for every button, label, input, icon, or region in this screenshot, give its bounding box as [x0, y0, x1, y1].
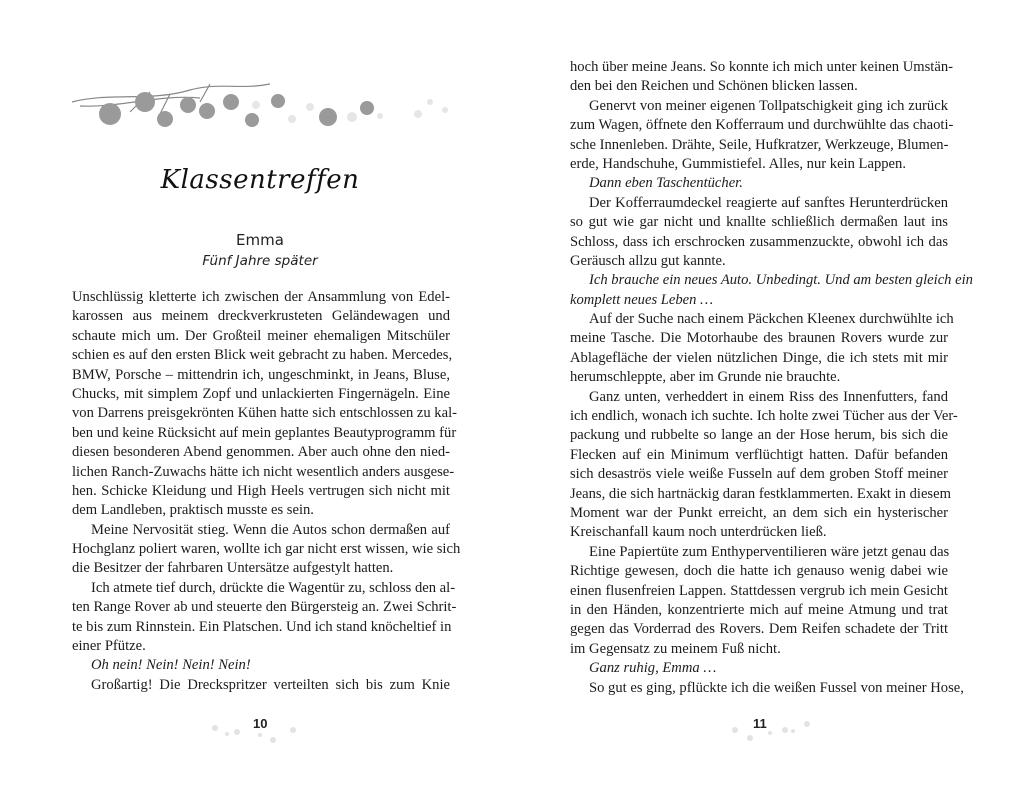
text-line: die Besitzer der fahrbaren Untersätze aufgestylt hatten. — [72, 560, 394, 577]
text-line: gegen das Vorderrad des Rovers. Dem Reifen schadete der Tritt — [570, 621, 948, 638]
text-line: einen flusenfreien Lappen. Stattdessen vergrub ich mein Gesicht — [570, 582, 948, 599]
text-line: Meine Nervosität stieg. Wenn die Autos schon dermaßen auf — [91, 521, 450, 538]
text-line: Kreischanfall kaum noch unterdrücken ließ. — [570, 524, 827, 541]
text-line: im Gegensatz zu meinem Fuß nicht. — [570, 640, 781, 657]
page-number: 11 — [753, 716, 767, 731]
time-note: Fünf Jahre später — [202, 253, 318, 269]
text-line: ich endlich, wonach ich suchte. Ich holte zwei Tücher aus der Ver- — [570, 408, 958, 425]
text-line: herumschleppte, aber im Grunde nie brauchte. — [570, 369, 841, 386]
text-line: zum Wagen, öffnete den Kofferraum und durchwühlte das chaoti- — [570, 117, 954, 134]
text-line: schaute mich um. Der Großteil meiner ehemaligen Mitschüler — [72, 327, 450, 344]
text-line: ben und keine Rücksicht auf mein geplantes Beautyprogramm für — [72, 424, 457, 441]
text-line: einer Pfütze. — [72, 638, 146, 655]
body-text — [72, 288, 461, 695]
text-line: hen. Schicke Kleidung und High Heels vertrugen sich nicht mit — [72, 482, 450, 499]
text-line: diesen besonderen Abend genommen. Aber auch ohne den nied- — [72, 444, 450, 461]
text-line: Oh nein! Nein! Nein! Nein! — [91, 657, 251, 674]
text-line: in den Händen, konzentrierte mich auf meine Atmung und trat — [570, 601, 948, 618]
text-line: karossen aus meinem dreckverkrusteten Geländewagen und — [72, 308, 450, 325]
text-line: Ich brauche ein neues Auto. Unbedingt. Und am besten gleich ein — [589, 272, 973, 289]
text-line: Genervt von meiner eigenen Tollpatschigkeit ging ich zurück — [589, 97, 948, 114]
text-line: schien es auf den ersten Blick weit gebracht zu haben. Mercedes, — [72, 347, 453, 364]
text-line: Schloss, dass ich erschrocken zusammenzuckte, obwohl ich das — [570, 233, 948, 250]
text-line: Auf der Suche nach einem Päckchen Kleenex durchwühlte ich — [589, 311, 954, 328]
text-line: lichen Ranch-Zuwachs hätte ich nicht wesentlich anders ausgese- — [72, 463, 455, 480]
text-line: von Darrens preisgekrönten Kühen hatte sich entschlossen zu kal- — [72, 405, 457, 422]
text-line: Dann eben Taschentücher. — [589, 175, 743, 192]
text-line: Flecken auf ein Minimum verflüchtigt hatten. Dafür befanden — [570, 446, 948, 463]
narrator-name: Emma — [236, 231, 284, 249]
text-line: Der Kofferraumdeckel reagierte auf sanftes Herunterdrücken — [589, 194, 948, 211]
text-line: Chucks, mit simplem Zopf und unlackierten Fingernägeln. Eine — [72, 385, 450, 402]
text-line: dem Landleben, praktisch musste es sein. — [72, 502, 314, 519]
text-line: Ganz unten, verheddert in einem Riss des Innenfutters, fand — [589, 388, 948, 405]
text-line: so gut wie gar nicht und knallte schließlich dermaßen laut ins — [570, 214, 948, 231]
text-line: sche Innenleben. Drähte, Seile, Hufkratzer, Werkzeuge, Blumen- — [570, 136, 949, 153]
text-line: erde, Handschuhe, Gummistiefel. Alles, nur kein Lappen. — [570, 155, 906, 172]
text-line: So gut es ging, pflückte ich die weißen Fussel von meiner Hose, — [589, 679, 964, 696]
text-line: Ich atmete tief durch, drückte die Wagentür zu, schloss den al- — [91, 579, 456, 596]
text-line: Moment war der Punkt erreicht, an dem sich ein hysterischer — [570, 504, 948, 521]
text-line: Eine Papiertüte zum Enthyperventilieren wäre jetzt genau das — [589, 543, 950, 560]
text-line: meine Tasche. Die Motorhaube des braunen Rovers wurde zur — [570, 330, 948, 347]
text-line: te bis zum Rinnstein. Ein Platschen. Und ich stand knöcheltief in — [72, 618, 452, 635]
text-line: hoch über meine Jeans. So konnte ich mich unter keinen Umstän- — [570, 59, 953, 75]
text-line: ten Range Rover ab und steuerte den Bürgersteig an. Zwei Schrit- — [72, 599, 457, 616]
chapter-title: Klassentreffen — [160, 165, 360, 195]
text-line: Großartig! Die Dreckspritzer verteilten sich bis zum Knie — [91, 676, 450, 693]
text-line: Ablagefläche der vielen nützlichen Dinge, die ich stets mit mir — [570, 349, 948, 366]
text-line: BMW, Porsche – mittendrin ich, ungeschminkt, in Jeans, Bluse, — [72, 366, 450, 383]
text-line: Jeans, die sich hartnäckig daran festklammerten. Exakt in diesem — [570, 485, 951, 502]
text-line: Geräusch allzu gut kannte. — [570, 252, 726, 269]
text-line: Richtige gewesen, doch die hatte ich genauso wenig dabei wie — [570, 563, 948, 580]
body-text — [570, 58, 973, 698]
text-line: Ganz ruhig, Emma … — [589, 660, 717, 677]
floral-ornament-icon — [70, 72, 450, 127]
text-line: sich desaströs viele weiße Fusseln auf dem groben Stoff meiner — [570, 466, 948, 483]
text-line: Hochglanz poliert waren, wollte ich gar nicht erst wissen, wie sich — [72, 541, 461, 558]
text-line: packung und rubbelte so lange an der Hose herum, bis sich die — [570, 427, 948, 444]
page-number: 10 — [253, 716, 268, 731]
right-page — [510, 0, 1020, 794]
text-line: den bei den Reichen und Schönen blicken lassen. — [570, 78, 858, 95]
dots-ornament-icon — [725, 718, 845, 748]
text-line: komplett neues Leben … — [570, 291, 714, 308]
text-line: Unschlüssig kletterte ich zwischen der Ansammlung von Edel- — [72, 289, 450, 305]
